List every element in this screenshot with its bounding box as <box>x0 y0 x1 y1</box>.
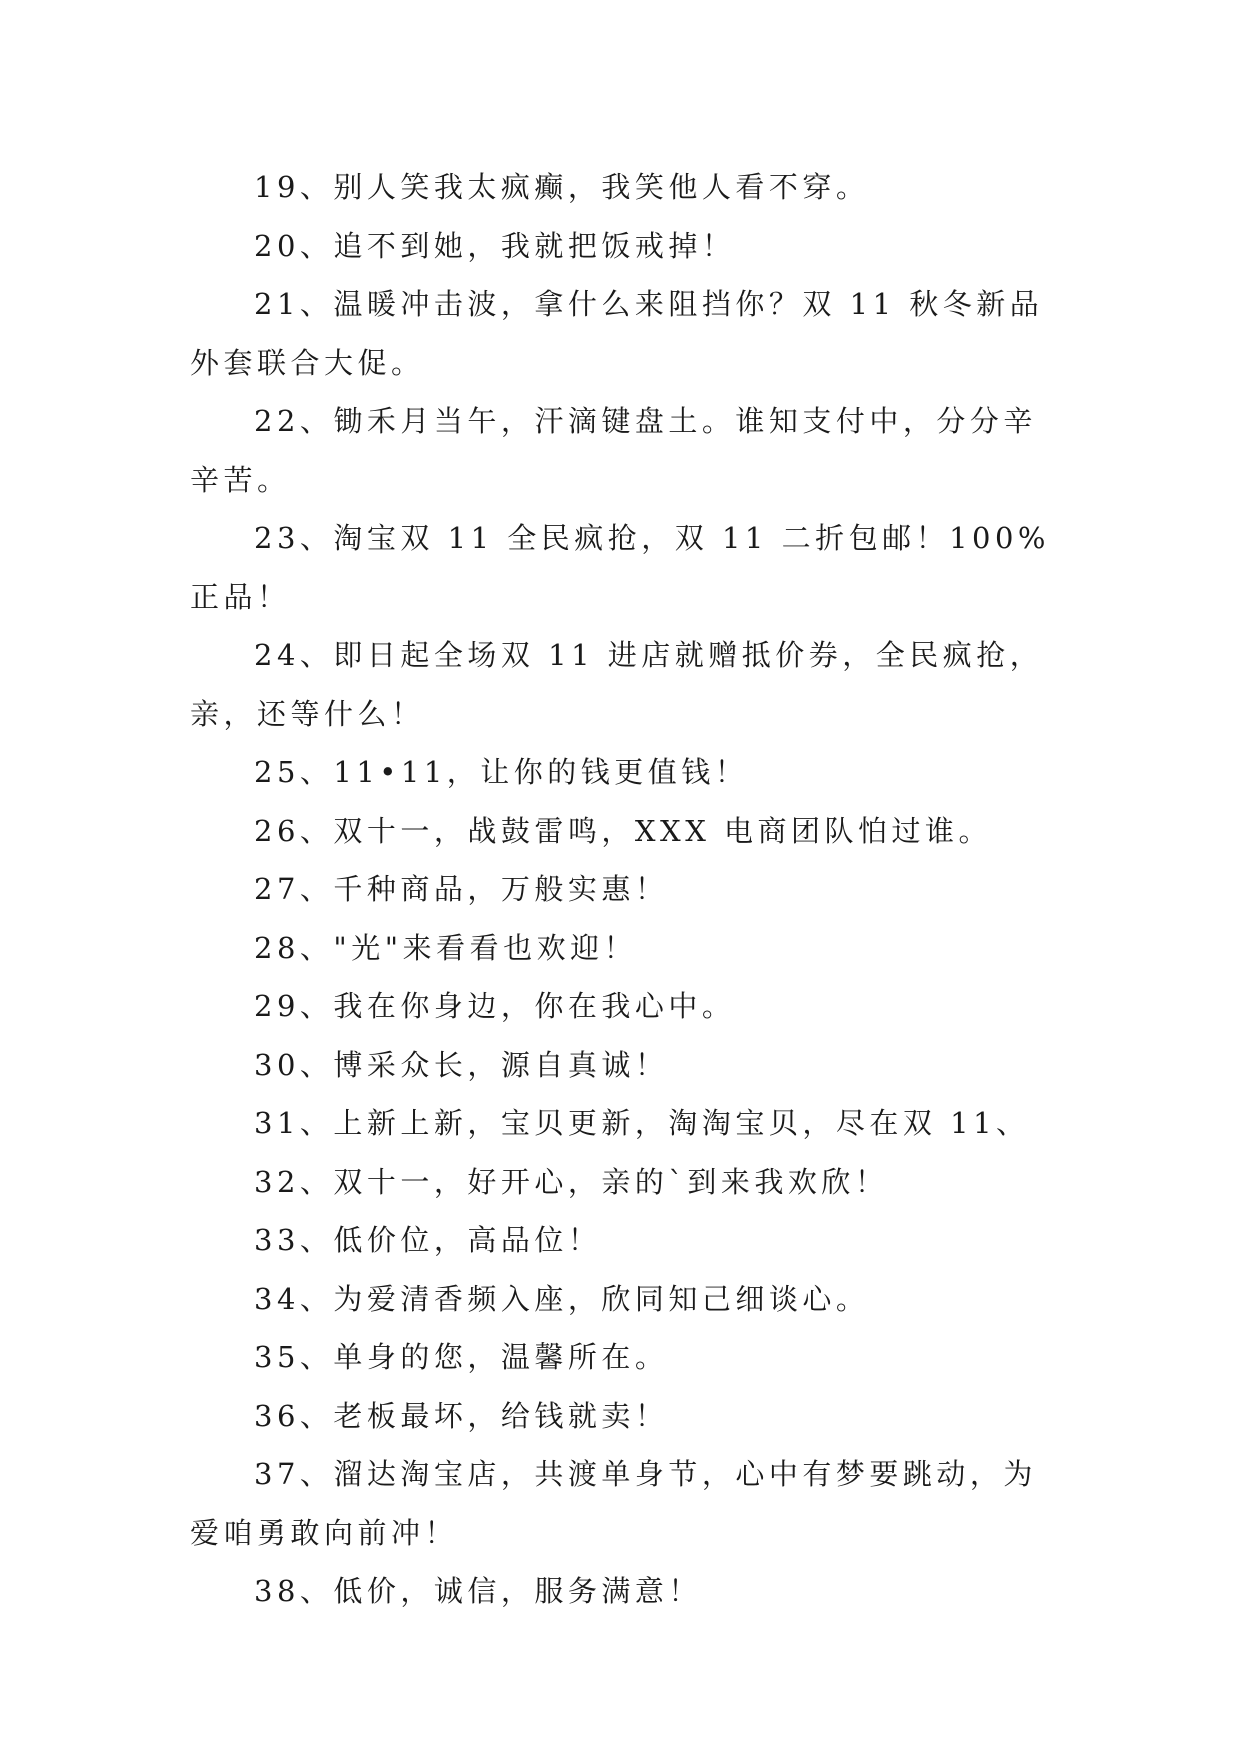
paragraph-19: 19、别人笑我太疯癫，我笑他人看不穿。 <box>254 170 870 204</box>
paragraph-34: 34、为爱清香频入座，欣同知己细谈心。 <box>254 1281 870 1316</box>
paragraph-37: 37、溜达淘宝店，共渡单身节，心中有梦要跳动，为爱咱勇敢向前冲！ <box>190 1457 1037 1550</box>
paragraph-23: 23、淘宝双 11 全民疯抢，双 11 二折包邮！100%正品！ <box>190 521 1050 614</box>
document-body <box>190 158 1070 1621</box>
paragraph-25: 25、11•11，让你的钱更值钱！ <box>254 755 749 789</box>
paragraph-30: 30、博采众长，源自真诚！ <box>254 1047 669 1082</box>
paragraph-36: 36、老板最坏，给钱就卖！ <box>254 1398 669 1433</box>
paragraph-28: 28、"光"来看看也欢迎！ <box>254 930 638 965</box>
paragraph-31: 31、上新上新，宝贝更新，淘淘宝贝，尽在双 11、 <box>254 1106 1030 1140</box>
paragraph-29: 29、我在你身边，你在我心中。 <box>254 989 736 1023</box>
paragraph-33: 33、低价位，高品位！ <box>254 1223 602 1257</box>
paragraph-20: 20、追不到她，我就把饭戒掉！ <box>254 228 736 263</box>
paragraph-32: 32、双十一，好开心，亲的`到来我欢欣！ <box>254 1164 889 1199</box>
paragraph-35: 35、单身的您，温馨所在。 <box>254 1340 669 1374</box>
paragraph-38: 38、低价，诚信，服务满意！ <box>254 1574 702 1608</box>
paragraph-24: 24、即日起全场双 11 进店就赠抵价券，全民疯抢，亲，还等什么！ <box>190 638 1044 731</box>
paragraph-22: 22、锄禾月当午，汗滴键盘土。谁知支付中，分分辛辛苦。 <box>190 404 1037 497</box>
paragraph-21: 21、温暖冲击波，拿什么来阻挡你？双 11 秋冬新品外套联合大促。 <box>190 287 1044 380</box>
paragraph-26: 26、双十一，战鼓雷鸣，XXX 电商团队怕过谁。 <box>254 813 993 848</box>
paragraph-27: 27、千种商品，万般实惠！ <box>254 872 669 906</box>
